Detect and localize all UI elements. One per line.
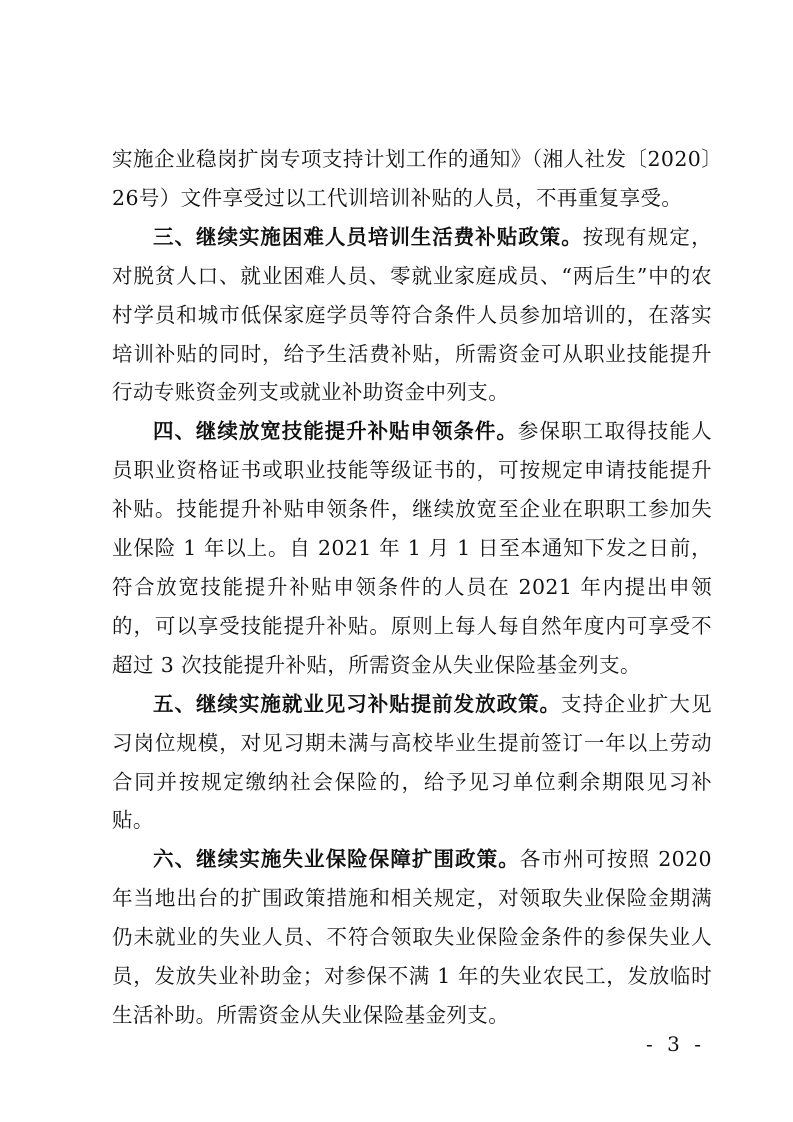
section-heading-6: 六、继续实施失业保险保障扩围政策。 [153,847,520,872]
section-heading-4: 四、继续放宽技能提升补贴申领条件。 [153,419,518,444]
section-heading-5: 五、继续实施就业见习补贴提前发放政策。 [153,691,562,716]
paragraph-text: 实施企业稳岗扩岗专项支持计划工作的通知》（湘人社发〔2020〕26号）文件享受过以工代训培训补贴的人员，不再重复享受。 [112,147,712,210]
section-heading-3: 三、继续实施困难人员培训生活费补贴政策。 [153,224,583,249]
paragraph-section-5 [112,685,712,841]
paragraph-text: 按现有规定，对脱贫人口、就业困难人员、零就业家庭成员、“两后生”中的农村学员和城市低保家庭学员等符合条件人员参加培训的，在落实培训补贴的同时，给予生活费补贴，所需资金可从职业技能提升行动专账资金列支或就业补助资金中列支。 [112,224,713,405]
paragraph-continuation [112,140,712,218]
paragraph-section-6 [112,840,712,1035]
document-body [112,140,712,1035]
paragraph-text: 各市州可按照 2020 年当地出台的扩围政策措施和相关规定，对领取失业保险金期满仍未就业的失业人员、不符合领取失业保险金条件的参保失业人员，发放失业补助金；对参保不满 1 年的失业农民工，发放临时生活补助。所需资金从失业保险基金列支。 [112,847,712,1027]
paragraph-section-4 [112,412,712,684]
paragraph-section-3 [112,218,712,413]
paragraph-text: 参保职工取得技能人员职业资格证书或职业技能等级证书的，可按规定申请技能提升补贴。技能提升补贴申领条件，继续放宽至企业在职职工参加失业保险 1 年以上。自 2021 年 1 月 1 日至本通知下发之日前，符合放宽技能提升补贴申领条件的人员在 2021 年内提出申领的，可以享受技能提升补贴。原则上每人每自然年度内可享受不超过 3 次技能提升补贴，所需资金从失业保险基金列支。 [112,419,712,677]
paragraph-text: 支持企业扩大见习岗位规模，对见习期未满与高校毕业生提前签订一年以上劳动合同并按规定缴纳社会保险的，给予见习单位剩余期限见习补贴。 [112,691,712,833]
page-number: - 3 - [646,1032,705,1056]
